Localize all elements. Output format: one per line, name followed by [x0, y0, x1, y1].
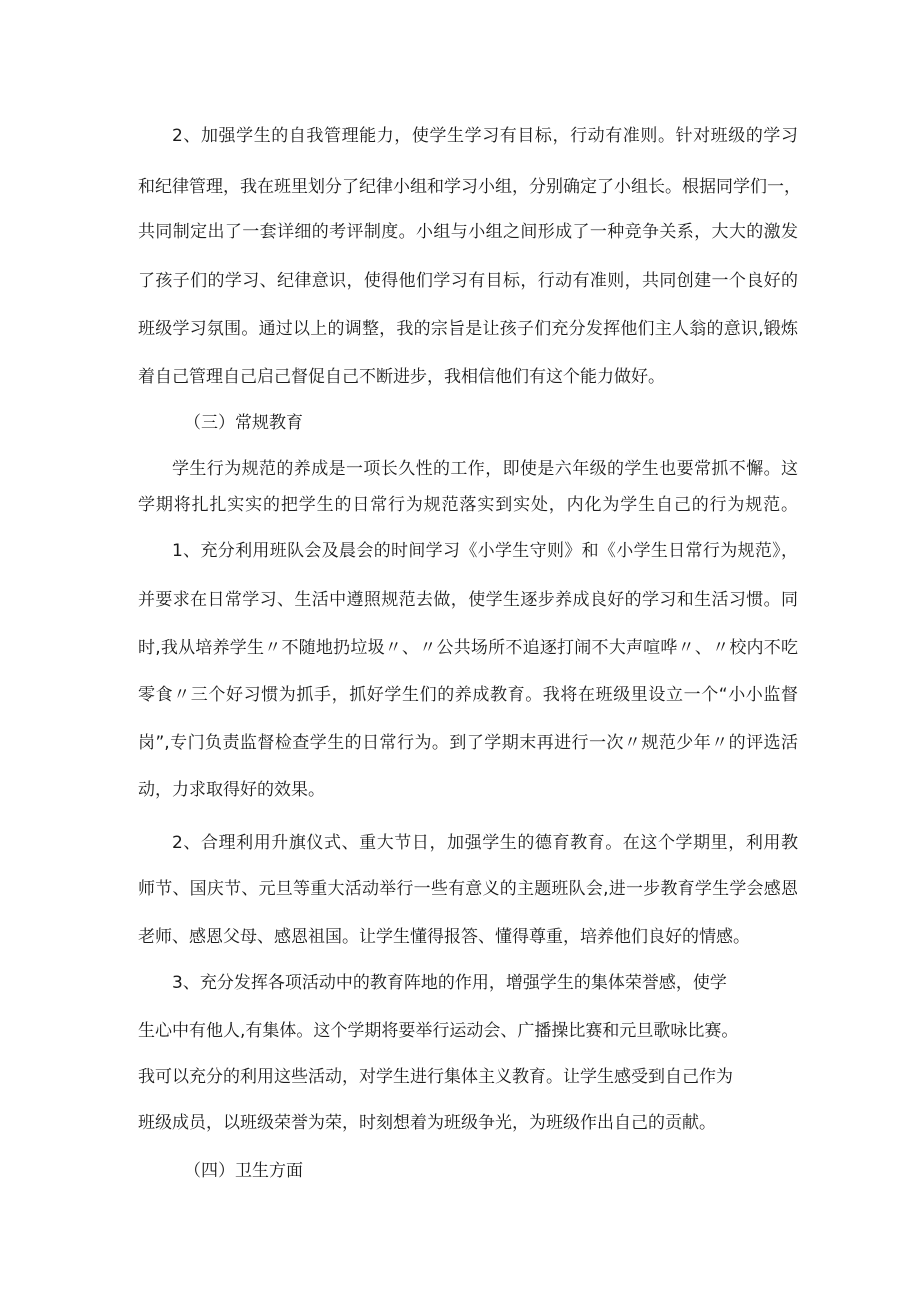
p3-line-5: 岗”,专门负责监督检查学生的日常行为。到了学期末再进行一次〃规范少年〃的评选活: [138, 733, 798, 753]
p4-line-2: 师节、国庆节、元旦等重大活动举行一些有意义的主题班队会,进一步教育学生学会感恩: [138, 879, 798, 899]
p1-line-6: 着自己管理自己启己督促自己不断进步，我相信他们有这个能力做好。: [138, 367, 665, 387]
p4-line-3: 老师、感恩父母、感恩祖国。让学生懂得报答、懂得尊重，培养他们良好的情感。: [138, 927, 750, 947]
p1-line-3: 共同制定出了一套详细的考评制度。小组与小组之间形成了一种竞争关系，大大的激发: [138, 222, 798, 242]
p2-line-1: 学生行为规范的养成是一项长久性的工作，即使是六年级的学生也要常抓不懈。这: [172, 459, 798, 479]
p3-line-2: 并要求在日常学习、生活中遵照规范去做，使学生逐步养成良好的学习和生活习惯。同: [138, 590, 798, 610]
section-heading-4: （四）卫生方面: [184, 1161, 303, 1181]
p5-line-3: 我可以充分的利用这些活动，对学生进行集体主义教育。让学生感受到自己作为: [138, 1067, 733, 1087]
p4-line-1: 2、合理利用升旗仪式、重大节日，加强学生的德育教育。在这个学期里，利用教: [172, 833, 798, 853]
p1-line-4: 了孩子们的学习、纪律意识，使得他们学习有目标，行动有准则，共同创建一个良好的: [138, 271, 798, 291]
p2-line-2: 学期将扎扎实实的把学生的日常行为规范落实到实处，内化为学生自己的行为规范。: [138, 495, 798, 515]
p5-line-4: 班级成员，以班级荣誉为荣，时刻想着为班级争光，为班级作出自己的贡献。: [138, 1113, 716, 1133]
p3-line-6: 动，力求取得好的效果。: [138, 780, 325, 800]
p1-line-2: 和纪律管理，我在班里划分了纪律小组和学习小组，分别确定了小组长。根据同学们一，: [138, 177, 801, 197]
p5-line-2: 生心中有他人,有集体。这个学期将要举行运动会、广播操比赛和元旦歌咏比赛。: [138, 1021, 739, 1041]
p3-line-4: 零食〃三个好习惯为抓手，抓好学生们的养成教育。我将在班级里设立一个“小小监督: [138, 685, 798, 705]
p1-line-1: 2、加强学生的自我管理能力，使学生学习有目标，行动有准则。针对班级的学习: [172, 126, 798, 146]
p3-line-1: 1、充分利用班队会及晨会的时间学习《小学生守则》和《小学生日常行为规范》，: [172, 541, 798, 561]
p3-line-3: 时,我从培养学生〃不随地扔垃圾〃、〃公共场所不追逐打闹不大声喧哗〃、〃校内不吃: [138, 638, 798, 658]
p1-line-5: 班级学习氛围。通过以上的调整，我的宗旨是让孩子们充分发挥他们主人翁的意识,锻炼: [138, 319, 798, 339]
p5-line-1: 3、充分发挥各项活动中的教育阵地的作用，增强学生的集体荣誉感，使学: [172, 973, 727, 993]
section-heading-3: （三）常规教育: [184, 413, 303, 433]
